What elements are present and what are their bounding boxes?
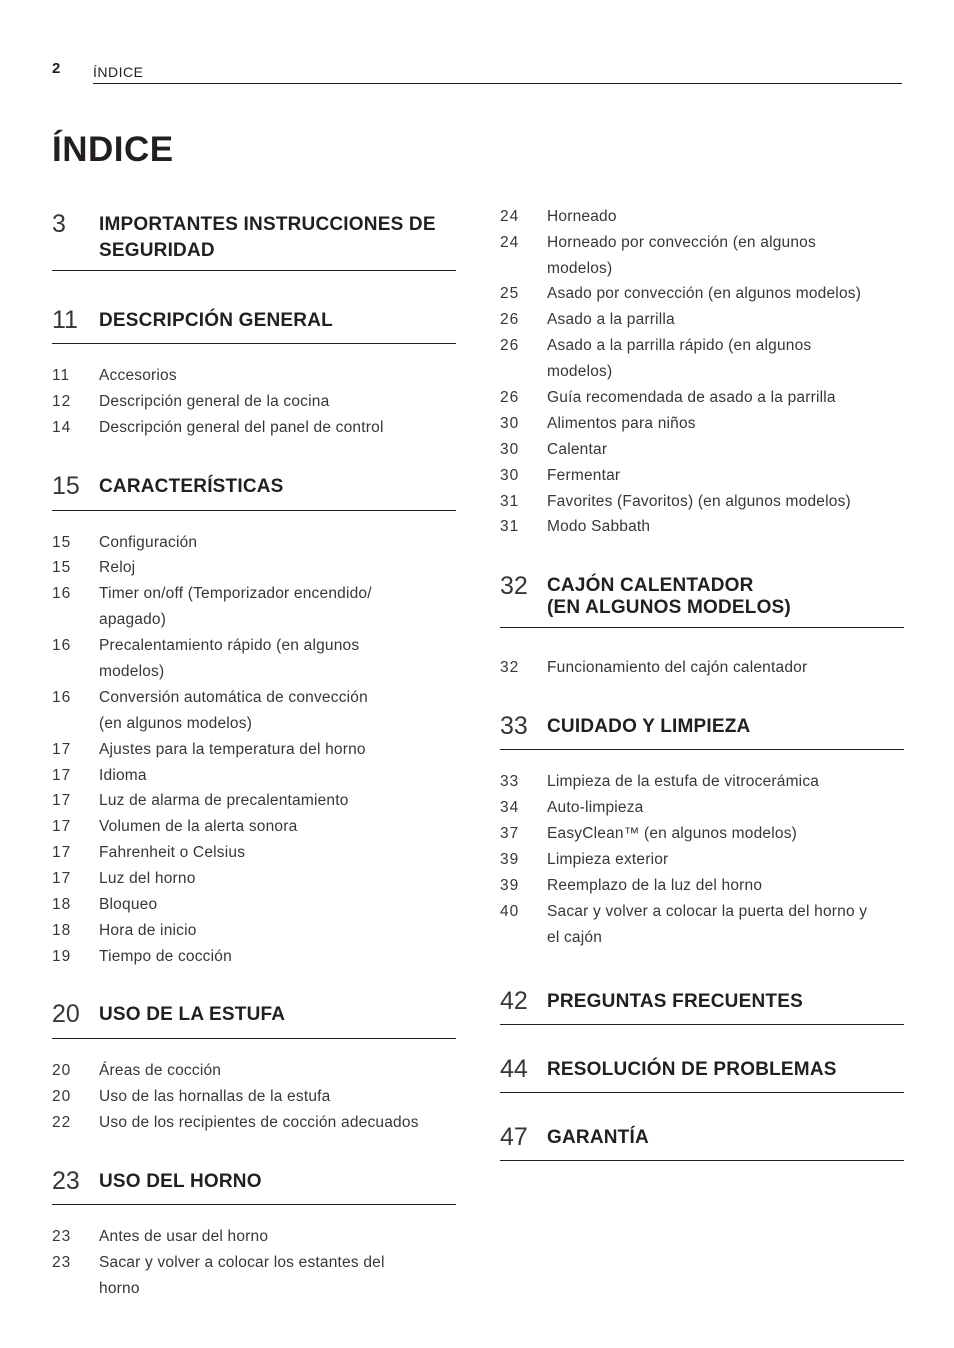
entry-page-number: 39 — [500, 877, 520, 894]
section-page-number: 3 — [52, 210, 66, 238]
entry-text: Horneado — [547, 208, 617, 225]
entry-page-number: 23 — [52, 1228, 72, 1245]
toc-entry[interactable] — [500, 230, 904, 282]
section-title: USO DEL HORNO — [99, 1171, 262, 1192]
entry-page-number: 24 — [500, 234, 520, 251]
section-title: SEGURIDAD — [99, 240, 215, 261]
toc-section[interactable] — [500, 710, 904, 750]
toc-section[interactable] — [52, 998, 456, 1039]
entry-text: Asado por convección (en algunos modelos) — [547, 285, 862, 302]
toc-section[interactable] — [52, 304, 456, 344]
entry-text-continued: apagado) — [99, 611, 167, 628]
toc-section[interactable] — [500, 985, 904, 1025]
toc-entry[interactable] — [52, 581, 456, 633]
entry-text-continued: (en algunos modelos) — [99, 715, 253, 732]
section-page-number: 20 — [52, 1000, 80, 1028]
entry-text: Limpieza exterior — [547, 851, 669, 868]
entry-text: Bloqueo — [99, 896, 158, 913]
page-title: ÍNDICE — [52, 130, 174, 169]
entry-page-number: 40 — [500, 903, 520, 920]
section-page-number: 47 — [500, 1123, 528, 1151]
toc-section[interactable] — [500, 1053, 904, 1093]
entry-text: Hora de inicio — [99, 922, 197, 939]
entry-text: Accesorios — [99, 367, 177, 384]
section-title: CAJÓN CALENTADOR — [547, 575, 754, 596]
entry-page-number: 14 — [52, 419, 72, 436]
entry-page-number: 20 — [52, 1088, 72, 1105]
entry-text: Idioma — [99, 767, 147, 784]
section-title: PREGUNTAS FRECUENTES — [547, 991, 803, 1012]
entry-text: EasyClean™ (en algunos modelos) — [547, 825, 798, 842]
section-title: GARANTÍA — [547, 1127, 649, 1148]
entry-page-number: 37 — [500, 825, 520, 842]
entry-page-number: 17 — [52, 741, 72, 758]
entry-page-number: 22 — [52, 1114, 72, 1131]
entry-page-number: 19 — [52, 948, 72, 965]
toc-section[interactable] — [52, 470, 456, 511]
entry-text: Auto-limpieza — [547, 799, 644, 816]
entry-text: Guía recomendada de asado a la parrilla — [547, 389, 836, 406]
toc-entry[interactable] — [500, 899, 904, 951]
entry-page-number: 20 — [52, 1062, 72, 1079]
toc-entry[interactable] — [52, 1250, 456, 1302]
entry-text: Descripción general de la cocina — [99, 393, 330, 410]
toc-section[interactable] — [500, 570, 904, 628]
entry-page-number: 32 — [500, 659, 520, 676]
page-number: 2 — [52, 60, 61, 77]
entry-text: Luz de alarma de precalentamiento — [99, 792, 349, 809]
entry-text: Horneado por convección (en algunos — [547, 234, 816, 251]
entry-page-number: 17 — [52, 767, 72, 784]
entry-text-continued: el cajón — [547, 929, 603, 946]
entry-text: Uso de las hornallas de la estufa — [99, 1088, 331, 1105]
entry-text: Limpieza de la estufa de vitrocerámica — [547, 773, 820, 790]
entry-page-number: 11 — [52, 367, 71, 384]
entry-text: Antes de usar del horno — [99, 1228, 269, 1245]
section-title: USO DE LA ESTUFA — [99, 1004, 286, 1025]
entry-page-number: 25 — [500, 285, 520, 302]
entry-page-number: 17 — [52, 792, 72, 809]
section-title: IMPORTANTES INSTRUCCIONES DE — [99, 214, 436, 235]
entry-text: Modo Sabbath — [547, 518, 651, 535]
entry-text: Fahrenheit o Celsius — [99, 844, 246, 861]
section-page-number: 32 — [500, 572, 528, 600]
entry-text: Alimentos para niños — [547, 415, 696, 432]
entry-text: Reloj — [99, 559, 136, 576]
entry-text-continued: horno — [99, 1280, 140, 1297]
section-title: DESCRIPCIÓN GENERAL — [99, 310, 333, 331]
entry-text: Timer on/off (Temporizador encendido/ — [99, 585, 372, 602]
section-title: CUIDADO Y LIMPIEZA — [547, 716, 751, 737]
entry-text: Fermentar — [547, 467, 621, 484]
entry-page-number: 30 — [500, 441, 520, 458]
entry-text: Calentar — [547, 441, 608, 458]
entry-text: Precalentamiento rápido (en algunos — [99, 637, 360, 654]
entry-page-number: 26 — [500, 389, 520, 406]
entry-page-number: 33 — [500, 773, 520, 790]
section-title: RESOLUCIÓN DE PROBLEMAS — [547, 1059, 837, 1080]
entry-page-number: 17 — [52, 818, 72, 835]
entry-page-number: 16 — [52, 585, 72, 602]
entry-text: Ajustes para la temperatura del horno — [99, 741, 366, 758]
section-page-number: 11 — [52, 306, 78, 334]
entry-page-number: 31 — [500, 493, 520, 510]
entry-text: Tiempo de cocción — [99, 948, 232, 965]
entry-text: Sacar y volver a colocar los estantes del — [99, 1254, 385, 1271]
entry-page-number: 18 — [52, 922, 72, 939]
entry-text: Asado a la parrilla — [547, 311, 675, 328]
toc-section[interactable] — [500, 1121, 904, 1161]
entry-page-number: 34 — [500, 799, 520, 816]
toc-section[interactable] — [52, 208, 456, 271]
entry-page-number: 30 — [500, 467, 520, 484]
entry-text-continued: modelos) — [99, 663, 165, 680]
section-page-number: 23 — [52, 1167, 80, 1195]
toc-section[interactable] — [52, 1165, 456, 1205]
entry-text-continued: modelos) — [547, 363, 613, 380]
entry-page-number: 39 — [500, 851, 520, 868]
entry-text: Áreas de cocción — [99, 1062, 222, 1079]
entry-page-number: 16 — [52, 637, 72, 654]
entry-text: Descripción general del panel de control — [99, 419, 384, 436]
toc-entry[interactable] — [52, 633, 456, 685]
entry-page-number: 16 — [52, 689, 72, 706]
entry-text: Sacar y volver a colocar la puerta del horno y — [547, 903, 868, 920]
entry-page-number: 26 — [500, 311, 520, 328]
entry-page-number: 31 — [500, 518, 520, 535]
section-page-number: 15 — [52, 472, 80, 500]
running-header-title: ÍNDICE — [93, 64, 144, 80]
entry-text: Conversión automática de convección — [99, 689, 368, 706]
entry-page-number: 26 — [500, 337, 520, 354]
toc-entry[interactable] — [52, 685, 456, 737]
entry-text-continued: modelos) — [547, 260, 613, 277]
entry-page-number: 30 — [500, 415, 520, 432]
section-page-number: 44 — [500, 1055, 528, 1083]
entry-text: Reemplazo de la luz del horno — [547, 877, 763, 894]
section-page-number: 42 — [500, 987, 528, 1015]
entry-text: Uso de los recipientes de cocción adecuados — [99, 1114, 419, 1131]
entry-page-number: 18 — [52, 896, 72, 913]
entry-page-number: 17 — [52, 870, 72, 887]
entry-page-number: 23 — [52, 1254, 72, 1271]
entry-page-number: 15 — [52, 534, 72, 551]
entry-text: Favorites (Favoritos) (en algunos modelos) — [547, 493, 851, 510]
entry-text: Luz del horno — [99, 870, 196, 887]
toc-entry[interactable] — [500, 333, 904, 385]
section-page-number: 33 — [500, 712, 528, 740]
section-title: (EN ALGUNOS MODELOS) — [547, 597, 791, 618]
section-title: CARACTERÍSTICAS — [99, 476, 284, 497]
entry-page-number: 24 — [500, 208, 520, 225]
entry-page-number: 17 — [52, 844, 72, 861]
entry-text: Volumen de la alerta sonora — [99, 818, 298, 835]
entry-page-number: 15 — [52, 559, 72, 576]
entry-page-number: 12 — [52, 393, 72, 410]
entry-text: Asado a la parrilla rápido (en algunos — [547, 337, 812, 354]
header-rule — [93, 83, 902, 84]
entry-text: Funcionamiento del cajón calentador — [547, 659, 808, 676]
entry-text: Configuración — [99, 534, 198, 551]
